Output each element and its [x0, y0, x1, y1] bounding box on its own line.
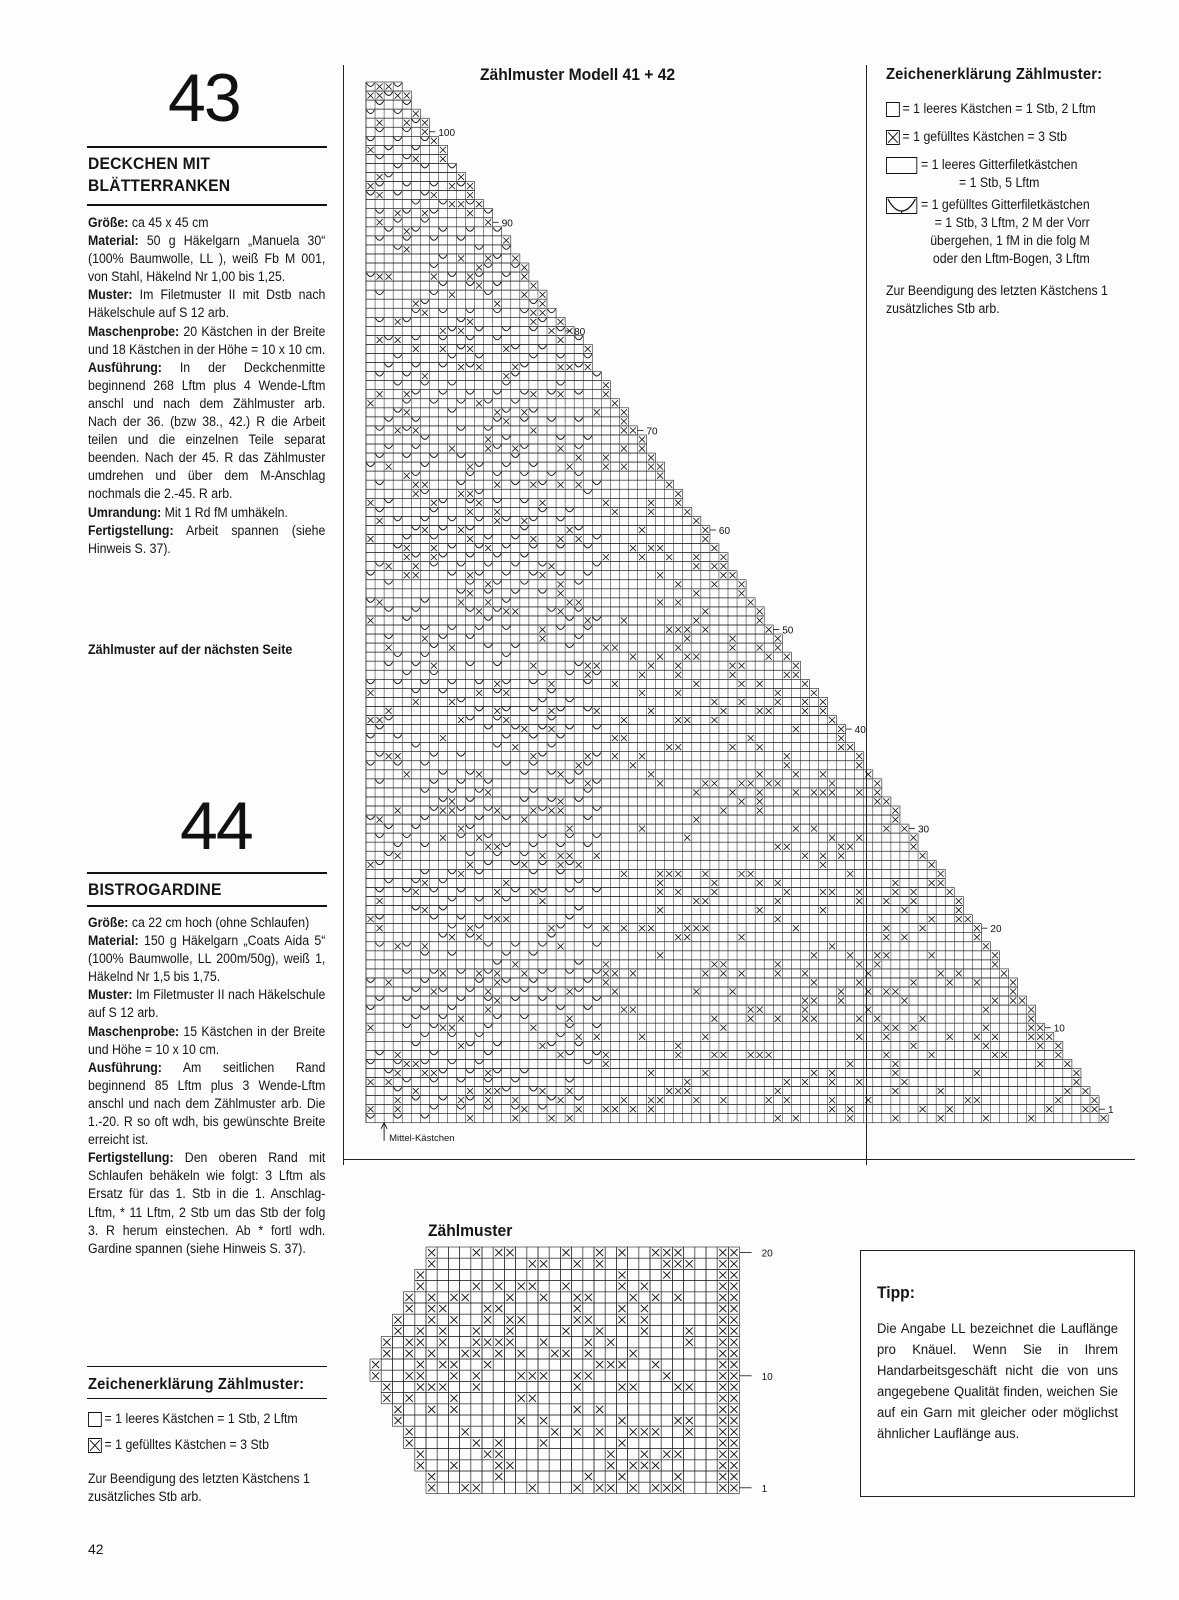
legend-text: übergehen, 1 fM in die folg M	[930, 233, 1090, 248]
legend-left-empty	[88, 1410, 298, 1428]
legend-text: = 1 gefülltes Kästchen = 3 Stb	[104, 1437, 269, 1452]
legend-text: = 1 leeres Gitterfiletkästchen	[920, 157, 1078, 172]
value: Den oberen Rand mit Schlaufen behäkeln wie folgt: 3 Lftm als Ersatz für das 1. Stb in die 1. Anschlag-Lftm, * 11 Lftm, 2 Stb um das Stb der folg 3. R herum einstechen. Ab * fortl wdh. Gardine spannen (siehe Hinweis S. 37).	[88, 1150, 326, 1256]
row-number-label: 1	[761, 1483, 768, 1495]
label: Ausführung:	[88, 359, 162, 375]
model-43-title-line1: DECKCHEN MIT	[88, 154, 211, 173]
divider	[87, 146, 327, 148]
page-number: 42	[88, 1541, 104, 1557]
row-number-label: 60	[718, 525, 731, 537]
row-number-label: 1	[1108, 1105, 1114, 1117]
filled-square-icon	[886, 130, 900, 145]
filled-square-icon	[88, 1438, 102, 1453]
chart-reference-note: Zählmuster auf der nächsten Seite	[88, 642, 293, 657]
legend-text: = 1 leeres Kästchen = 1 Stb, 2 Lftm	[104, 1411, 298, 1426]
legend-text: = 1 Stb, 3 Lftm, 2 M der Vorr	[934, 215, 1090, 230]
small-chart-grid	[370, 1247, 740, 1493]
legend-left-note: Zur Beendigung des letzten Kästchens 1 zusätzliches Stb arb.	[88, 1471, 310, 1505]
value: 50 g Häkelgarn „Manuela 30“ (100% Baumwolle, LL ), weiß Fb M 001, von Stahl, Häkelnd Nr 1,00 bis 1,25.	[88, 233, 326, 285]
value: 150 g Häkelgarn „Coats Aida 5“ (100% Baumwolle, LL 200m/50g), weiß 1, Häkelnd Nr 1,5 bis 1,75.	[88, 933, 326, 985]
label: Fertigstellung:	[88, 1150, 174, 1166]
empty-mesh-icon	[886, 157, 917, 174]
divider	[87, 204, 327, 206]
label: Ausführung:	[88, 1059, 162, 1075]
legend-text: oder den Lftm-Bogen, 3 Lftm	[932, 251, 1090, 266]
legend-right-gitter-filled	[886, 196, 1090, 268]
divider	[87, 1398, 327, 1399]
label: Muster:	[88, 987, 133, 1003]
model-43-description	[88, 214, 325, 558]
label: Umrandung:	[88, 504, 162, 520]
legend-right-filled	[886, 128, 1067, 146]
legend-left-filled	[88, 1436, 269, 1454]
label: Größe:	[88, 215, 129, 230]
tip-box	[860, 1250, 1135, 1497]
legend-right-note: Zur Beendigung des letzten Kästchens 1 zusätzliches Stb arb.	[886, 283, 1108, 317]
small-chart-title: Zählmuster	[428, 1221, 513, 1240]
value: Arbeit spannen (siehe Hinweis S. 37).	[88, 522, 326, 556]
model-43-title	[88, 153, 327, 197]
legend-right-title: Zeichenerklärung Zählmuster:	[886, 66, 1103, 83]
row-number-label: 90	[501, 218, 513, 230]
row-number-label: 10	[1053, 1023, 1065, 1035]
legend-text: = 1 leeres Kästchen = 1 Stb, 2 Lftm	[902, 101, 1096, 116]
value: ca 45 x 45 cm	[128, 215, 209, 230]
small-chart	[360, 1245, 810, 1510]
value: Im Filetmuster II mit Dstb nach Häkelschule auf S 12 arb.	[88, 287, 326, 321]
row-number-label: 50	[782, 625, 794, 637]
tip-title: Tipp:	[877, 1283, 915, 1302]
label: Maschenprobe:	[88, 323, 180, 339]
legend-left-title: Zeichenerklärung Zählmuster:	[88, 1376, 305, 1393]
row-number-label: 20	[990, 924, 1002, 936]
label: Material:	[88, 233, 139, 249]
big-chart-title: Zählmuster Modell 41 + 42	[480, 65, 676, 84]
legend-text: = 1 gefülltes Gitterfiletkästchen	[920, 197, 1090, 212]
legend-right-empty	[886, 100, 1096, 118]
legend-text: = 1 Stb, 5 Lftm	[958, 175, 1040, 190]
label: Größe:	[88, 915, 129, 930]
label: Muster:	[88, 287, 133, 303]
value: Im Filetmuster II nach Häkelschule auf S 12 arb.	[88, 987, 326, 1021]
value: Mit 1 Rd fM umhäkeln.	[161, 504, 288, 520]
label: Material:	[88, 933, 139, 949]
row-number-label: 20	[761, 1248, 773, 1260]
value: ca 22 cm hoch (ohne Schlaufen)	[128, 915, 310, 930]
row-number-label: 80	[574, 326, 586, 338]
tip-text: Die Angabe LL bezeichnet die Lauflänge pro Knäuel. Wenn Sie in Ihrem Handarbeitsgeschäft nicht die von uns angegebene Qualität finden, weichen Sie auf ein Garn mit gleicher oder möglichst ähnlicher Lauflänge aus.	[877, 1321, 1119, 1442]
value: 15 Kästchen in der Breite und Höhe = 10 x 10 cm.	[88, 1023, 326, 1057]
row-number-label: 10	[761, 1371, 773, 1383]
value: In der Deckchenmitte beginnend 268 Lftm plus 4 Wende-Lftm anschl und nach dem Zählmuster arb. Nach der 36. (bzw 38., 42.) R die Arbeit teilen und die einzelnen Teile separat beenden. Nach der 45. R das Zählmuster umdrehen und über dem M-Anschlag nochmals die 2.-45. R arb.	[88, 359, 326, 502]
row-number-label: 30	[918, 824, 930, 836]
divider	[87, 1366, 327, 1367]
value: Am seitlichen Rand beginnend 85 Lftm plus 3 Wende-Lftm anschl und nach dem Zählmuster arb. Die 1.-20. R so oft wdh, bis gewünschte Breite erreicht ist.	[88, 1059, 326, 1148]
empty-square-icon	[88, 1412, 102, 1427]
chart-bottom-line	[343, 1159, 1135, 1160]
legend-right-gitter-empty	[886, 156, 1077, 192]
column-divider	[343, 65, 344, 1165]
model-44-number: 44	[180, 788, 252, 864]
model-43-number: 43	[168, 60, 240, 136]
empty-square-icon	[886, 102, 900, 117]
label: Maschenprobe:	[88, 1023, 180, 1039]
filled-mesh-icon	[886, 197, 917, 214]
row-number-label: 100	[438, 127, 456, 139]
model-44-description	[88, 914, 325, 1258]
row-number-label: 40	[854, 725, 866, 737]
value: 20 Kästchen in der Breite und 18 Kästchen in der Höhe = 10 x 10 cm.	[88, 323, 326, 357]
center-cell-label: Mittel-Kästchen	[389, 1132, 455, 1144]
row-number-label: 70	[646, 426, 658, 438]
divider	[87, 872, 327, 874]
model-43-title-line2: BLÄTTERRANKEN	[88, 176, 231, 195]
legend-text: = 1 gefülltes Kästchen = 3 Stb	[902, 129, 1067, 144]
model-44-title: BISTROGARDINE	[88, 880, 222, 899]
label: Fertigstellung:	[88, 522, 174, 538]
divider	[87, 905, 327, 907]
